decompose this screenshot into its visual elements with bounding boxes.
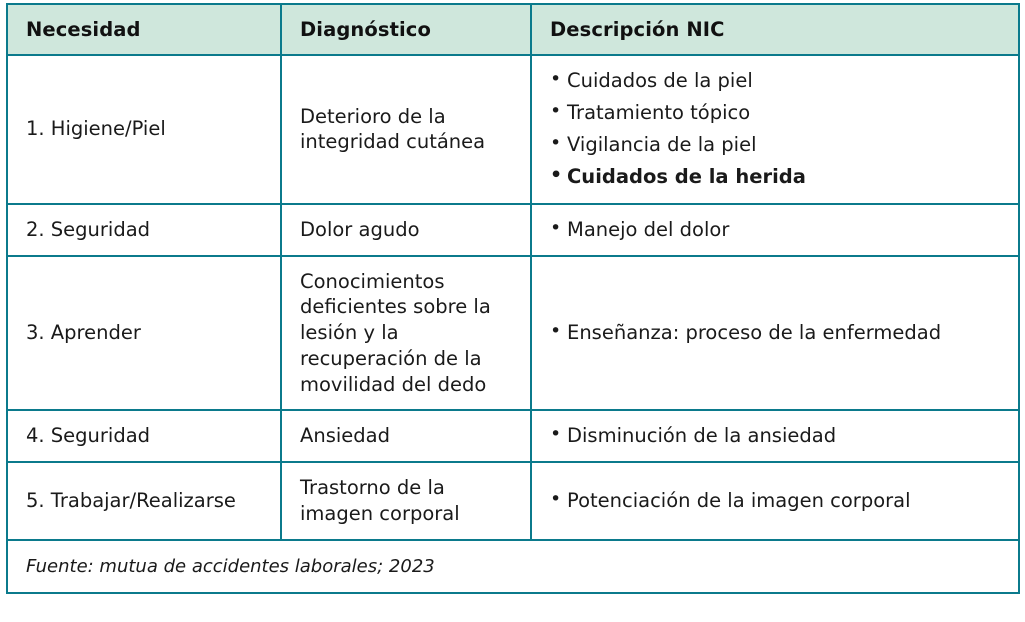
- list-item: • Manejo del dolor: [550, 217, 1000, 243]
- list-item: • Cuidados de la herida: [550, 164, 1000, 190]
- cell-necesidad: 2. Seguridad: [7, 204, 281, 256]
- nic-list: [550, 488, 1000, 514]
- table-body: [7, 55, 1019, 593]
- column-header-necesidad: Necesidad: [7, 4, 281, 55]
- cell-diagnostico: Trastorno de la imagen corporal: [281, 462, 531, 539]
- table-row: [7, 55, 1019, 204]
- cell-diagnostico: Conocimientos deficientes sobre la lesión y la recuperación de la movilidad del dedo: [281, 256, 531, 411]
- column-header-descripcion-nic: Descripción NIC: [531, 4, 1019, 55]
- cell-necesidad: 1. Higiene/Piel: [7, 55, 281, 204]
- cell-necesidad: 3. Aprender: [7, 256, 281, 411]
- table-row: [7, 462, 1019, 539]
- cell-diagnostico: Ansiedad: [281, 410, 531, 462]
- nic-list: [550, 217, 1000, 243]
- list-item: • Vigilancia de la piel: [550, 132, 1000, 158]
- column-header-diagnostico: Diagnóstico: [281, 4, 531, 55]
- nic-list: [550, 320, 1000, 346]
- cell-descripcion-nic: [531, 204, 1019, 256]
- list-item: • Tratamiento tópico: [550, 100, 1000, 126]
- cell-descripcion-nic: [531, 410, 1019, 462]
- table-source-row: [7, 540, 1019, 593]
- nic-list: [550, 423, 1000, 449]
- list-item: • Cuidados de la piel: [550, 68, 1000, 94]
- list-item: • Disminución de la ansiedad: [550, 423, 1000, 449]
- cell-diagnostico: Dolor agudo: [281, 204, 531, 256]
- table-source-note: Fuente: mutua de accidentes laborales; 2023: [7, 540, 1019, 593]
- nic-list: [550, 68, 1000, 191]
- table-row: [7, 256, 1019, 411]
- list-item: • Enseñanza: proceso de la enfermedad: [550, 320, 1000, 346]
- cell-descripcion-nic: [531, 256, 1019, 411]
- cell-descripcion-nic: [531, 462, 1019, 539]
- nursing-needs-table: [6, 3, 1020, 594]
- table-header: [7, 4, 1019, 55]
- list-item: • Potenciación de la imagen corporal: [550, 488, 1000, 514]
- table-row: [7, 204, 1019, 256]
- table-header-row: [7, 4, 1019, 55]
- cell-necesidad: 5. Trabajar/Realizarse: [7, 462, 281, 539]
- cell-diagnostico: Deterioro de la integridad cutánea: [281, 55, 531, 204]
- table-row: [7, 410, 1019, 462]
- cell-descripcion-nic: [531, 55, 1019, 204]
- cell-necesidad: 4. Seguridad: [7, 410, 281, 462]
